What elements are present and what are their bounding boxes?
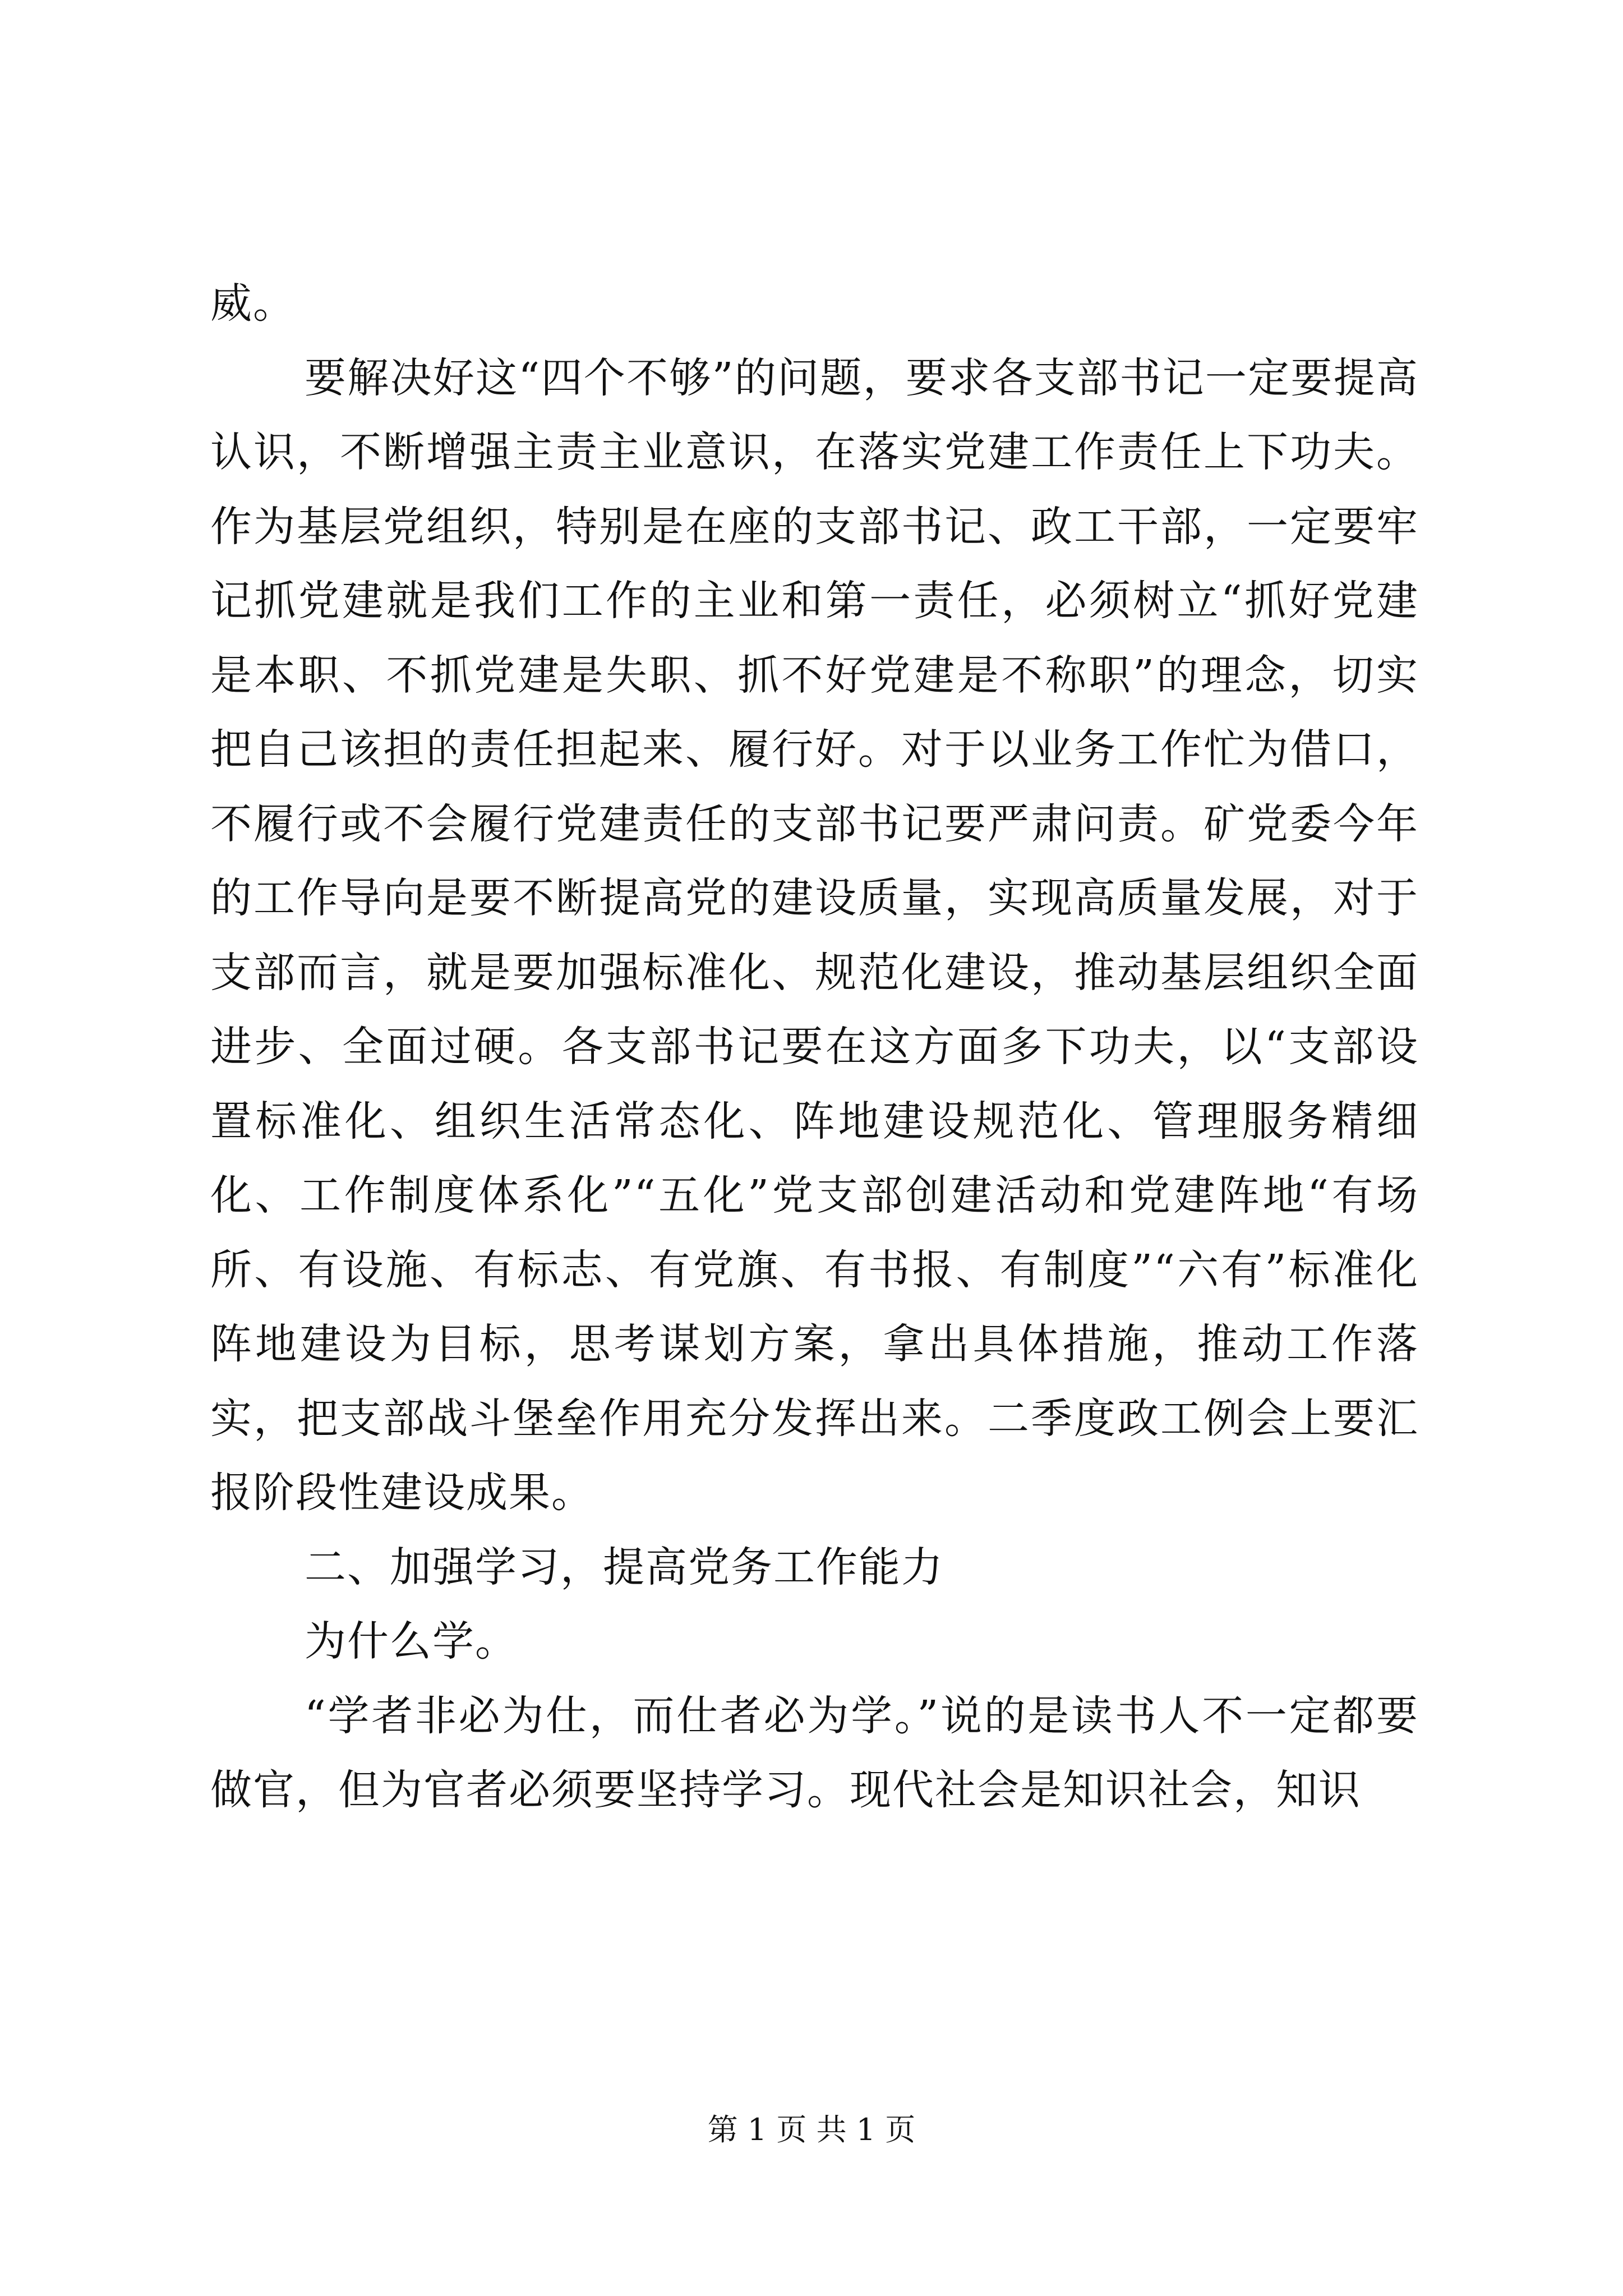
paragraph-party-building-responsibility: 要解决好这“四个不够”的问题，要求各支部书记一定要提高认识，不断增强主责主业意识，在落实党建工作责任上下功夫。作为基层党组织，特别是在座的支部书记、政工干部，一定要牢记抓党建就是我们工作的主业和第一责任，必须树立“抓好党建是本职、不抓党建是失职、抓不好党建是不称职”的理念，切实把自己该担的责任担起来、履行好。对于以业务工作忙为借口，不履行或不会履行党建责任的支部书记要严肃问责。矿党委今年的工作导向是要不断提高党的建设质量，实现高质量发展，对于支部而言，就是要加强标准化、规范化建设，推动基层组织全面进步、全面过硬。各支部书记要在这方面多下功夫，以“支部设置标准化、组织生活常态化、阵地建设规范化、管理服务精细化、工作制度体系化”“五化”党支部创建活动和党建阵地“有场所、有设施、有标志、有党旗、有书报、有制度”“六有”标准化阵地建设为目标，思考谋划方案，拿出具体措施，推动工作落实，把支部战斗堡垒作用充分发挥出来。二季度政工例会上要汇报阶段性建设成果。 xyxy=(210,353,1419,1517)
section-heading-study: 二、加强学习，提高党务工作能力 xyxy=(305,1543,944,1591)
paragraph-continuation: 威。 xyxy=(210,279,296,328)
paragraph-study-quote: “学者非必为仕，而仕者必为学。”说的是读书人不一定都要做官，但为官者必须要坚持学习。现代社会是知识社会，知识 xyxy=(210,1691,1419,1814)
document-body xyxy=(210,266,1419,1828)
subheading-why-study: 为什么学。 xyxy=(305,1617,518,1665)
page-number-footer: 第 1 页 共 1 页 xyxy=(707,2112,916,2147)
